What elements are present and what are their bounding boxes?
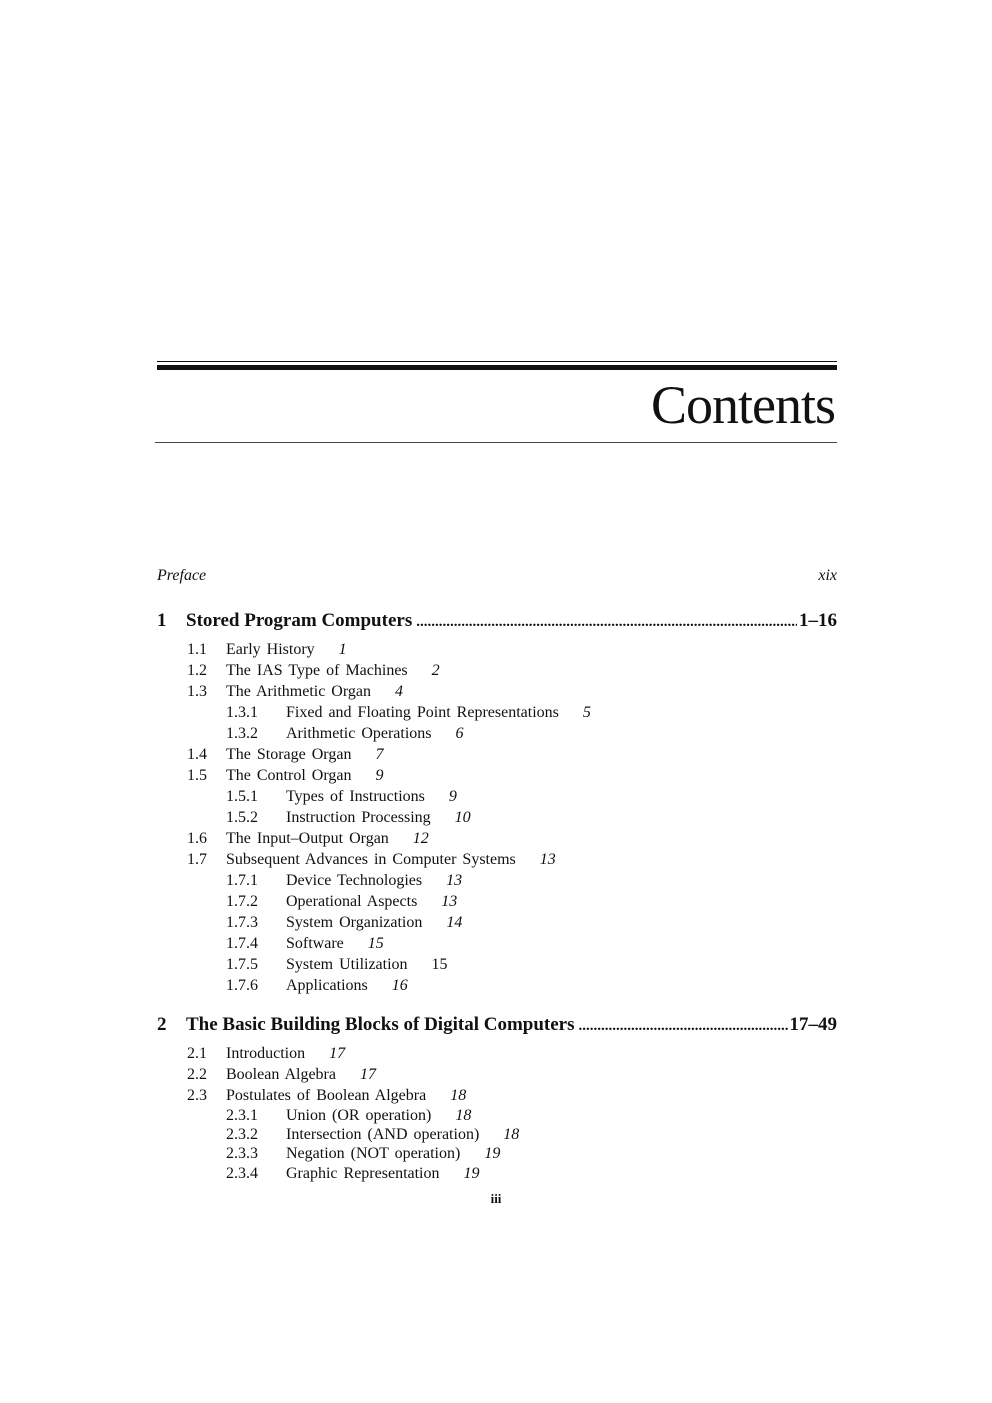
chapter-2-entries (157, 1043, 837, 1183)
toc-entry[interactable] (157, 870, 837, 891)
toc-entry[interactable] (157, 912, 837, 933)
entry-page: 4 (395, 683, 403, 700)
toc-entry[interactable] (157, 723, 837, 744)
entry-page: 15 (431, 956, 448, 973)
toc-chapter-2[interactable] (157, 1012, 837, 1038)
toc-chapter-1[interactable] (157, 608, 837, 634)
entry-number: 1.1 (187, 641, 207, 658)
entry-number: 1.7.3 (226, 914, 258, 931)
entry-page: 17 (329, 1045, 346, 1062)
entry-page: 15 (367, 935, 384, 952)
entry-title: The Control Organ (226, 767, 352, 784)
entry-title: Intersection (AND operation) (286, 1126, 480, 1143)
entry-page: 18 (503, 1126, 520, 1143)
entry-number: 1.7 (187, 851, 207, 868)
entry-title: Subsequent Advances in Computer Systems (226, 851, 516, 868)
entry-title: The Storage Organ (226, 746, 352, 763)
chapter-pages: 17–49 (789, 1014, 837, 1035)
toc-entry[interactable] (157, 744, 837, 765)
entry-number: 2.3 (187, 1087, 207, 1104)
toc-entry[interactable] (157, 1125, 837, 1144)
entry-title: System Organization (286, 914, 423, 931)
entry-title: Fixed and Floating Point Representations (286, 704, 559, 721)
entry-number: 2.2 (187, 1066, 207, 1083)
preface-page: xix (818, 567, 837, 584)
entry-number: 2.3.4 (226, 1165, 258, 1182)
entry-title: Device Technologies (286, 872, 423, 889)
entry-page: 18 (450, 1087, 467, 1104)
toc-entry[interactable] (157, 933, 837, 954)
entry-number: 1.3.1 (226, 704, 258, 721)
entry-title: Introduction (226, 1045, 306, 1062)
entry-number: 2.1 (187, 1045, 207, 1062)
entry-number: 2.3.1 (226, 1107, 258, 1124)
entry-page: 7 (375, 746, 384, 763)
entry-page: 19 (463, 1165, 480, 1182)
chapter-1-entries (157, 639, 837, 996)
entry-page: 10 (454, 809, 471, 826)
entry-number: 1.7.2 (226, 893, 258, 910)
entry-page: 13 (446, 872, 463, 889)
entry-number: 1.7.6 (226, 977, 258, 994)
entry-title: Operational Aspects (286, 893, 418, 910)
entry-title: Software (286, 935, 344, 952)
top-thin-rule (157, 361, 837, 362)
entry-number: 1.2 (187, 662, 207, 679)
top-thick-rule (157, 365, 837, 370)
entry-title: Postulates of Boolean Algebra (226, 1087, 427, 1104)
toc-entry[interactable] (157, 681, 837, 702)
toc-entry[interactable] (157, 807, 837, 828)
toc-entry[interactable] (157, 1164, 837, 1183)
chapter-title: The Basic Building Blocks of Digital Computers (186, 1014, 575, 1035)
toc-entry[interactable] (157, 786, 837, 807)
entry-title: Graphic Representation (286, 1165, 440, 1182)
toc-entry[interactable] (157, 702, 837, 723)
entry-page: 19 (484, 1145, 501, 1162)
entry-page: 6 (455, 725, 464, 742)
toc-entry[interactable] (157, 1106, 837, 1125)
entry-page: 9 (375, 767, 384, 784)
entry-page: 2 (431, 662, 440, 679)
entry-title: The IAS Type of Machines (226, 662, 408, 679)
chapter-number: 1 (157, 610, 167, 631)
preface-label: Preface (157, 567, 207, 584)
entry-number: 1.4 (187, 746, 207, 763)
table-of-contents (157, 564, 837, 1183)
entry-page: 1 (338, 641, 347, 658)
entry-title: The Input–Output Organ (226, 830, 389, 847)
toc-entry[interactable] (157, 828, 837, 849)
page-folio: iii (490, 1191, 502, 1206)
chapter-pages: 1–16 (799, 610, 837, 631)
entry-number: 1.7.4 (226, 935, 258, 952)
entry-number: 1.3 (187, 683, 207, 700)
dot-leader (416, 609, 797, 635)
entry-title: The Arithmetic Organ (226, 683, 371, 700)
entry-number: 2.3.2 (226, 1126, 258, 1143)
entry-title: Union (OR operation) (286, 1107, 432, 1124)
entry-title: Boolean Algebra (226, 1066, 336, 1083)
entry-number: 1.6 (187, 830, 207, 847)
toc-entry[interactable] (157, 954, 837, 975)
entry-page: 14 (446, 914, 463, 931)
entry-number: 1.7.5 (226, 956, 258, 973)
chapter-title: Stored Program Computers (186, 610, 413, 631)
toc-entry[interactable] (157, 639, 837, 660)
entry-title: Applications (286, 977, 368, 994)
entry-number: 1.5.2 (226, 809, 258, 826)
entry-page: 17 (359, 1066, 376, 1083)
toc-entry[interactable] (157, 1043, 837, 1064)
entry-number: 1.7.1 (226, 872, 258, 889)
entry-number: 2.3.3 (226, 1145, 258, 1162)
entry-page: 13 (441, 893, 458, 910)
entry-page: 12 (412, 830, 429, 847)
toc-entry[interactable] (157, 1144, 837, 1163)
toc-entry[interactable] (157, 1064, 837, 1085)
toc-preface[interactable] (157, 564, 837, 588)
entry-page: 5 (582, 704, 591, 721)
entry-title: Early History (226, 641, 315, 658)
entry-title: Instruction Processing (286, 809, 431, 826)
toc-entry[interactable] (157, 975, 837, 996)
toc-entry[interactable] (157, 1085, 837, 1106)
entry-number: 1.5 (187, 767, 207, 784)
toc-entry[interactable] (157, 849, 837, 870)
entry-title: Negation (NOT operation) (286, 1145, 461, 1162)
entry-page: 13 (539, 851, 556, 868)
entry-page: 9 (448, 788, 457, 805)
toc-entry[interactable] (157, 891, 837, 912)
entry-page: 16 (391, 977, 408, 994)
title-bottom-rule (155, 442, 837, 443)
toc-entry[interactable] (157, 660, 837, 681)
entry-number: 1.3.2 (226, 725, 258, 742)
chapter-number: 2 (157, 1014, 167, 1035)
entry-title: Arithmetic Operations (286, 725, 432, 742)
page-title: Contents (650, 375, 835, 435)
toc-entry[interactable] (157, 765, 837, 786)
entry-title: System Utilization (286, 956, 408, 973)
entry-number: 1.5.1 (226, 788, 258, 805)
entry-page: 18 (455, 1107, 472, 1124)
entry-title: Types of Instructions (286, 788, 425, 805)
dot-leader (579, 1013, 788, 1039)
